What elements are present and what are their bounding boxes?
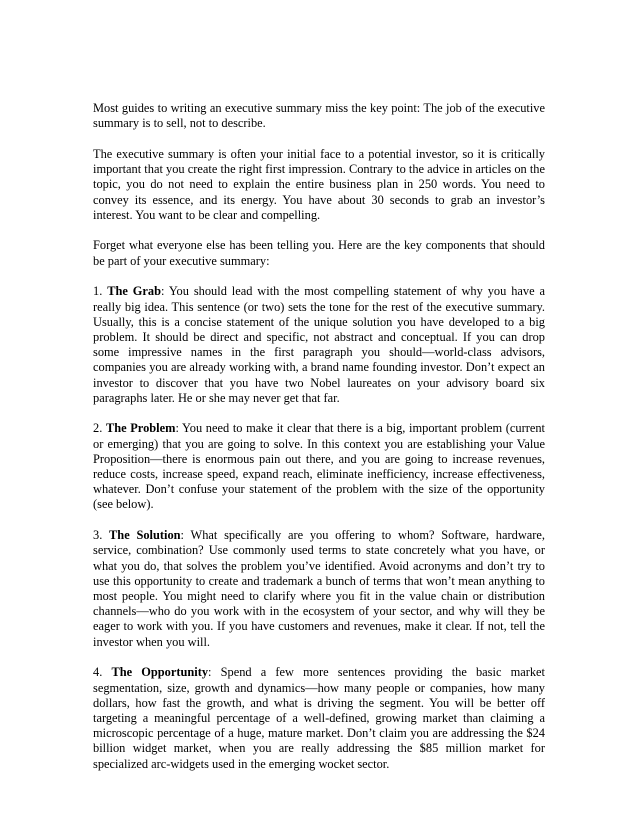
section-text: : You need to make it clear that there is a big, important problem (current or emerging) that you are going to solve. In this context you are establishing your Value Proposition—there is enormous pain out there, and you are going to increase revenues, reduce costs, increase speed, expand reach, eliminate inefficiency, increase effectiveness, whatever. Don’t confuse your statement of the problem with the size of the opportunity (see below). (93, 421, 546, 512)
section-number: 1. (93, 284, 108, 299)
section-text: : You should lead with the most compelling statement of why you have a really big idea. This sentence (or two) sets the tone for the rest of the executive summary. Usually, this is a concise statement of the unique solution you have developed to a big problem. It should be direct and specific, not abstract and conceptual. If you can drop some impressive names in the first paragraph you should—world-class advisors, companies you are already working with, a brand name founding investor. Don’t expect an investor to discover that you have two Nobel laureates on your advisory board six paragraphs later. He or she may never get that far. (93, 284, 545, 405)
section-title: The Opportunity (111, 665, 209, 680)
section-text: : What specifically are you offering to whom? Software, hardware, service, combination? Use commonly used terms to state concretely what you have, or what you do, that solves the problem you’ve identified. Avoid acronyms and don’t try to use this opportunity to create and trademark a bunch of terms that won’t mean anything to most people. You might need to clarify where you fit in the value chain or distribution channels—who do you work with in the ecosystem of your sector, and why will they be eager to work with you. If you have customers and revenues, make it clear. If not, tell the investor when you will. (93, 528, 545, 649)
intro-paragraph: Most guides to writing an executive summary miss the key point: The job of the executive summary is to sell, not to describe. (93, 101, 545, 131)
section-the-grab (93, 284, 545, 406)
section-title: The Solution (109, 528, 181, 543)
section-number: 2. (93, 421, 106, 436)
section-number: 3. (93, 528, 110, 543)
section-the-solution (93, 528, 545, 650)
section-title: The Problem (105, 421, 176, 436)
section-text: : Spend a few more sentences providing the basic market segmentation, size, growth and dynamics—how many people or companies, how many dollars, how fast the growth, and what is driving the segment. You will be better off targeting a meaningful percentage of a well-defined, growing market than claiming a microscopic percentage of a huge, mature market. Don’t claim you are addressing the $24 billion widget market, when you are really addressing the $85 million market for specialized arc-widgets used in the emerging wocket sector. (93, 665, 545, 771)
section-the-opportunity (93, 665, 545, 771)
section-the-problem (93, 421, 545, 512)
section-title: The Grab (107, 284, 161, 299)
section-number: 4. (93, 665, 112, 680)
components-paragraph: Forget what everyone else has been telling you. Here are the key components that should be part of your executive summary: (93, 238, 545, 268)
document-body (93, 101, 545, 772)
investor-paragraph: The executive summary is often your initial face to a potential investor, so it is critically important that you create the right first impression. Contrary to the advice in articles on the topic, you do not need to explain the entire business plan in 250 words. You need to convey its essence, and its energy. You have about 30 seconds to grab an investor’s interest. You want to be clear and compelling. (93, 146, 545, 222)
